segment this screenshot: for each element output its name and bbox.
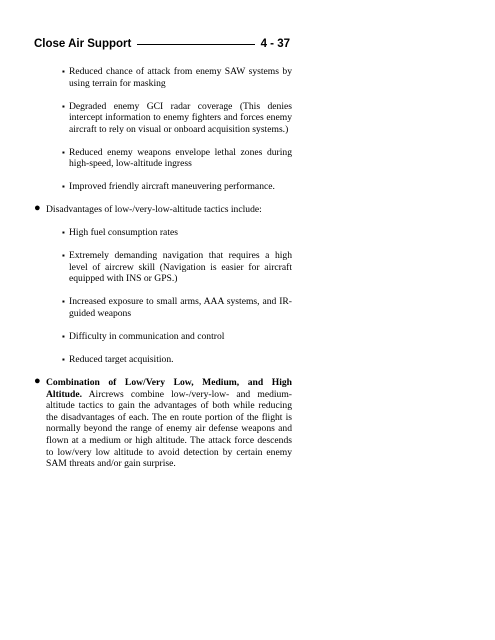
square-bullet-icon: ▪ xyxy=(62,67,65,76)
list-item: ▪ Reduced target acquisition. xyxy=(62,354,174,366)
combination-paragraph xyxy=(34,377,292,470)
round-bullet-icon: ● xyxy=(34,375,41,387)
disadvantages-intro: ● Disadvantages of low-/very-low-altitude tactics include: xyxy=(34,202,262,216)
section-title: Close Air Support xyxy=(34,38,132,50)
list-item: ▪ Difficulty in communication and control xyxy=(62,331,225,343)
page-header xyxy=(34,36,290,52)
header-rule xyxy=(137,44,254,45)
square-bullet-icon: ▪ xyxy=(62,147,65,157)
square-bullet-icon: ▪ xyxy=(62,332,65,342)
list-item: ▪ Extremely demanding navigation that requires a high level of aircrew skill (Navigation is easier for aircraft equipped with INS or GPS.) xyxy=(62,250,292,285)
combination-body: Aircrews combine low-/very-low- and medium-altitude tactics to gain the advantages of both while reducing the disadvantages of each. The en route portion of the flight is normally beyond the range of enemy air defense weapons and flown at a medium or high altitude. The attack force descends to low/very low altitude to avoid detection by certain enemy SAM threats and/or gain surprise. xyxy=(46,388,292,470)
square-bullet-icon: ▪ xyxy=(62,297,65,307)
square-bullet-icon: ▪ xyxy=(62,251,65,261)
combination-heading: Combination of Low/Very Low, Medium, and High Altitude. xyxy=(46,377,292,400)
list-item: ▪ Improved friendly aircraft maneuvering performance. xyxy=(62,181,275,193)
list-item: ▪ Reduced enemy weapons envelope lethal zones during high-speed, low-altitude ingress xyxy=(62,146,292,170)
square-bullet-icon: ▪ xyxy=(62,355,65,365)
square-bullet-icon: ▪ xyxy=(62,101,65,111)
list-item: ▪ Degraded enemy GCI radar coverage (This denies intercept information to enemy fighters and forces enemy aircraft to rely on visual or onboard acquisition systems.) xyxy=(62,100,292,135)
list-item: ▪ Increased exposure to small arms, AAA systems, and IR-guided weapons xyxy=(62,296,292,320)
square-bullet-icon: ▪ xyxy=(62,228,65,238)
page-body xyxy=(34,66,292,481)
square-bullet-icon: ▪ xyxy=(62,182,65,192)
round-bullet-icon: ● xyxy=(34,202,41,215)
list-item: ▪ High fuel consumption rates xyxy=(62,227,178,239)
list-item: ▪ Reduced chance of attack from enemy SAW systems by using terrain for masking xyxy=(62,66,292,89)
page-number: 4 - 37 xyxy=(260,38,290,50)
